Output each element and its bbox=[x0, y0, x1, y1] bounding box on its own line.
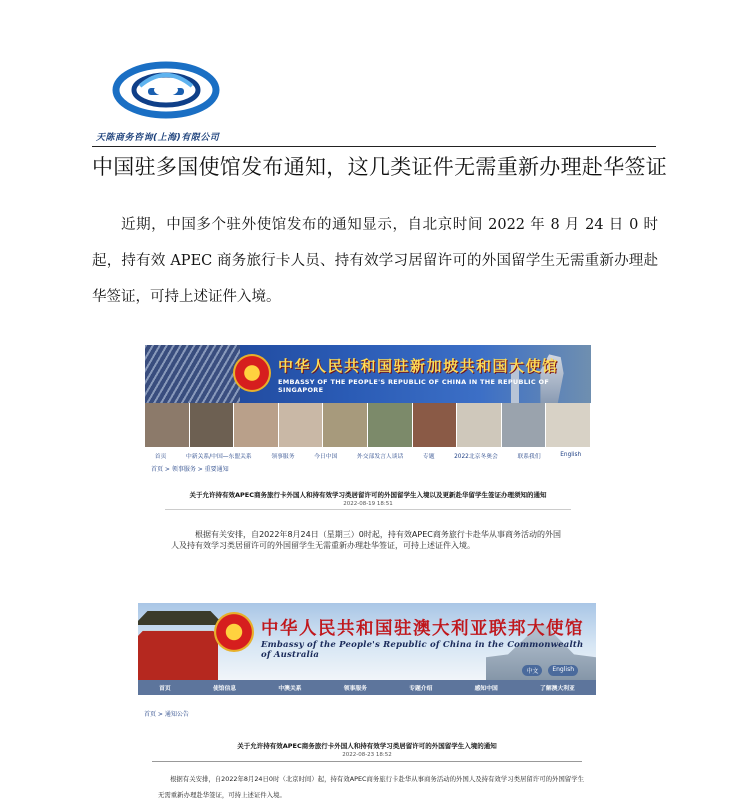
stadium-image bbox=[145, 345, 240, 403]
banner-chinese-title: 中华人民共和国驻澳大利亚联邦大使馆 bbox=[261, 619, 584, 639]
photo-thumbnail bbox=[190, 403, 235, 447]
banner-english-title: EMBASSY OF THE PEOPLE'S REPUBLIC OF CHINA IN THE REPUBLIC OF SINGAPORE bbox=[278, 378, 550, 394]
notice-title: 关于允许持有效APEC商务旅行卡外国人和持有效学习类居留许可的外国留学生入境以及更新赴华留学生签证办理须知的通知 bbox=[189, 491, 547, 499]
intro-paragraph: 近期，中国多个驻外使馆发布的通知显示，自北京时间 2022 年 8 月 24 日 0 时起，持有效 APEC 商务旅行卡人员、持有效学习居留许可的外国留学生无需重新办理赴华签证，可持上述证件入境。 bbox=[92, 217, 658, 305]
nav-item[interactable]: 中新关系/中国—东盟关系 bbox=[186, 453, 252, 460]
photo-thumbnail bbox=[502, 403, 547, 447]
nav-item[interactable]: 中澳关系 bbox=[278, 686, 302, 692]
nav-item[interactable]: 2022北京冬奥会 bbox=[454, 453, 498, 460]
language-option[interactable]: English bbox=[548, 665, 578, 676]
nav-item[interactable]: 外交部发言人谈话 bbox=[356, 453, 404, 460]
singapore-embassy-banner bbox=[145, 345, 591, 403]
nav-item[interactable]: 使馆信息 bbox=[212, 686, 237, 692]
photo-thumbnail bbox=[145, 403, 190, 447]
photo-thumbnail bbox=[234, 403, 279, 447]
nav-item[interactable]: 首页 bbox=[159, 686, 171, 692]
nav-item[interactable]: 领事服务 bbox=[343, 686, 367, 692]
nav-item[interactable]: English bbox=[560, 452, 582, 458]
notice-title: 关于允许持有效APEC商务旅行卡外国人和持有效学习类居留许可的外国留学生入境的通知 bbox=[237, 742, 497, 750]
breadcrumb[interactable]: 首页 > 通知公告 bbox=[144, 711, 189, 718]
language-option[interactable]: 中文 bbox=[522, 665, 542, 676]
australia-embassy-banner bbox=[138, 603, 596, 680]
nav-item[interactable]: 领事服务 bbox=[271, 453, 295, 460]
notice-date: 2022-08-19 18:51 bbox=[343, 501, 393, 507]
notice-body: 根据有关安排，自2022年8月24日0时（北京时间）起，持有效APEC商务旅行卡赴华从事商务活动的外国人及持有效学习类居留许可的外国留学生无需重新办理赴华签证，可持上述证件入境。 bbox=[158, 775, 584, 799]
photo-strip bbox=[145, 403, 591, 447]
photo-thumbnail bbox=[546, 403, 591, 447]
singapore-embassy-screenshot bbox=[145, 345, 591, 575]
banner-english-title: Embassy of the People's Republic of China in the Commonwealth of Australia bbox=[261, 640, 584, 660]
photo-thumbnail bbox=[323, 403, 368, 447]
notice-divider bbox=[165, 509, 571, 510]
photo-thumbnail bbox=[457, 403, 502, 447]
national-emblem-icon bbox=[214, 612, 254, 652]
banner-chinese-title: 中华人民共和国驻新加坡共和国大使馆 bbox=[278, 357, 559, 375]
notice-date: 2022-08-23 18:52 bbox=[342, 752, 392, 758]
singapore-nav-bar bbox=[145, 447, 591, 463]
notice-divider bbox=[152, 761, 582, 762]
notice-body: 根据有关安排，自2022年8月24日（星期三）0时起，持有效APEC商务旅行卡赴华从事商务活动的外国人及持有效学习类居留许可的外国留学生无需重新办理赴华签证，可持上述证件入境。 bbox=[171, 530, 561, 550]
photo-thumbnail bbox=[279, 403, 324, 447]
nav-item[interactable]: 专题介绍 bbox=[409, 686, 433, 692]
nav-item[interactable]: 首页 bbox=[154, 453, 167, 460]
national-emblem-icon bbox=[233, 354, 271, 392]
nav-item[interactable]: 今日中国 bbox=[314, 453, 338, 460]
nav-item[interactable]: 感知中国 bbox=[474, 686, 498, 692]
australia-nav-bar bbox=[138, 680, 596, 695]
language-switcher bbox=[522, 665, 578, 676]
tiananmen-roof-image bbox=[138, 611, 224, 625]
photo-thumbnail bbox=[413, 403, 458, 447]
company-name: 天陈商务咨询(上海)有限公司 bbox=[96, 133, 220, 143]
tiananmen-gate-image bbox=[138, 617, 218, 680]
nav-item[interactable]: 了解澳大利亚 bbox=[540, 686, 575, 692]
nav-item[interactable]: 专题 bbox=[422, 453, 435, 460]
nav-item[interactable]: 联系我们 bbox=[517, 453, 541, 460]
document-title: 中国驻多国使馆发布通知，这几类证件无需重新办理赴华签证 bbox=[92, 155, 668, 179]
breadcrumb[interactable]: 首页 > 领事服务 > 重要通知 bbox=[151, 466, 229, 473]
photo-thumbnail bbox=[368, 403, 413, 447]
australia-embassy-screenshot bbox=[138, 603, 596, 803]
header-divider bbox=[92, 146, 656, 147]
